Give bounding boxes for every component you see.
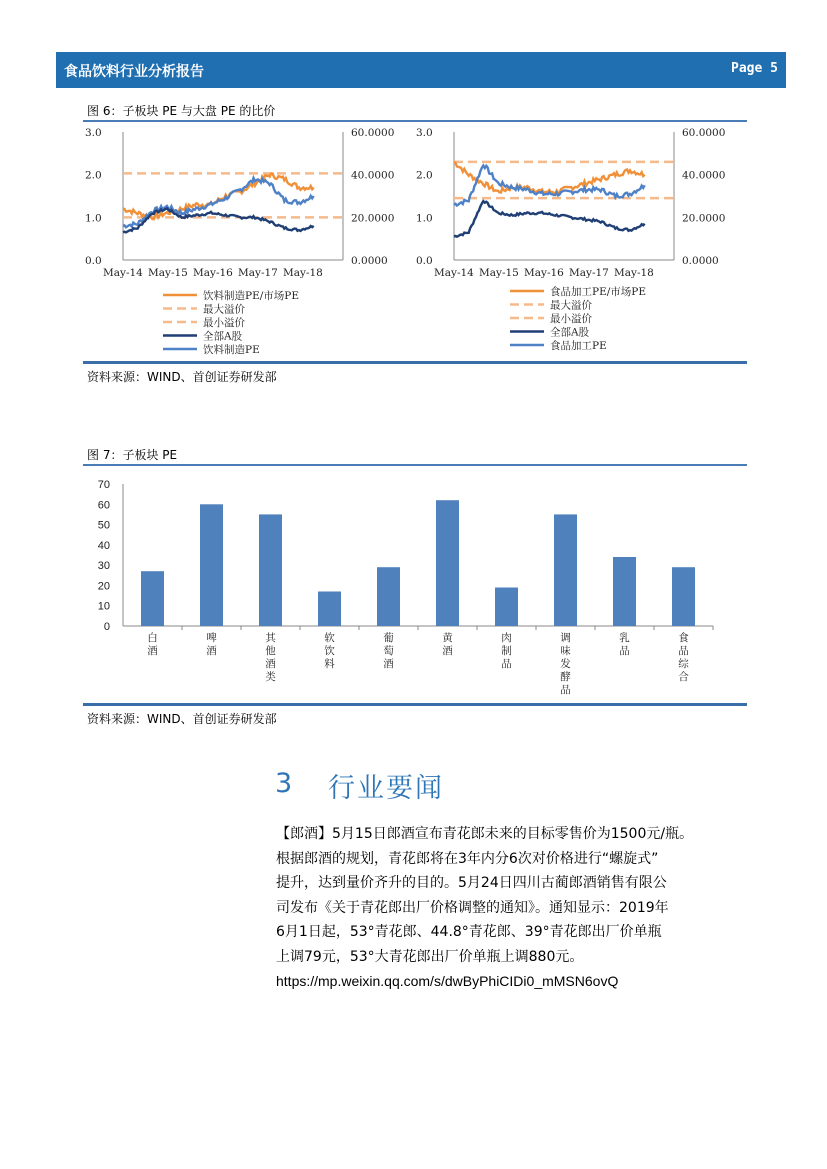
figure6-bottom-rule [83, 361, 747, 364]
report-title: 食品饮料行业分析报告 [64, 64, 204, 80]
figure7-title: 图 7：子板块 PE [87, 448, 178, 462]
right-axis-tick: 0.0000 [682, 255, 719, 267]
bar [495, 588, 518, 627]
right-axis-tick: 40.0000 [682, 169, 726, 182]
x-axis-tick: May-16 [524, 267, 564, 279]
left-axis-tick: 2.0 [85, 169, 102, 182]
bar [259, 514, 282, 626]
news-line: 提升，达到量价齐升的目的。5月24日四川古蔺郎酒销售有限公 [276, 875, 667, 891]
x-axis-tick: May-17 [238, 267, 278, 279]
y-axis-tick: 30 [97, 560, 110, 573]
figure7-bar-chart [83, 468, 747, 704]
bar [141, 571, 164, 626]
category-label: 食品综合 [678, 632, 689, 683]
y-axis-tick: 50 [97, 519, 110, 532]
figure6-left-chart [85, 127, 394, 356]
legend-label: 食品加工PE/市场PE [550, 286, 646, 298]
bar [613, 557, 636, 626]
left-axis-tick: 3.0 [416, 127, 433, 139]
category-label: 乳品 [619, 632, 630, 657]
bar [436, 500, 459, 626]
news-line: 6月1日起，53°青花郎、44.8°青花郎、39°青花郎出厂价单瓶 [276, 924, 662, 940]
bar [672, 567, 695, 626]
section-number: 3 [275, 768, 293, 799]
news-paragraph [276, 822, 796, 994]
right-axis-tick: 60.0000 [682, 127, 726, 139]
bar [554, 514, 577, 626]
y-axis-tick: 70 [97, 479, 110, 491]
legend-label: 最大溢价 [550, 299, 592, 312]
category-label: 肉制品 [501, 632, 512, 670]
figure6-source: 资料来源：WIND、首创证券研发部 [87, 370, 277, 384]
section-title: 行业要闻 [328, 773, 444, 804]
y-axis-tick: 40 [97, 539, 110, 552]
figure7-top-rule [83, 464, 747, 466]
bar [377, 567, 400, 626]
x-axis-tick: May-15 [479, 267, 519, 279]
legend-label: 全部A股 [203, 330, 243, 343]
right-axis-tick: 20.0000 [351, 212, 395, 225]
news-line: 根据郎酒的规划，青花郎将在3年内分6次对价格进行“螺旋式” [276, 850, 659, 867]
left-axis-tick: 1.0 [85, 212, 102, 225]
market-pe-series-line [454, 201, 645, 237]
left-axis-tick: 0.0 [85, 255, 102, 267]
figure6-right-chart [416, 127, 725, 352]
x-axis-tick: May-15 [148, 267, 188, 279]
y-axis-tick: 20 [97, 580, 110, 593]
report-header [56, 52, 786, 88]
legend-label: 最小溢价 [550, 313, 592, 325]
x-axis-tick: May-16 [193, 267, 233, 279]
left-axis-tick: 1.0 [416, 212, 433, 225]
right-axis-tick: 40.0000 [351, 169, 395, 182]
category-label: 黄酒 [442, 632, 453, 657]
news-line: 【郎酒】5月15日郎酒宣布青花郎未来的目标零售价为1500元/瓶。 [276, 826, 694, 842]
figure7-bottom-rule [83, 703, 747, 706]
category-label: 啤酒 [206, 632, 217, 657]
x-axis-tick: May-18 [283, 267, 323, 279]
y-axis-tick: 0 [103, 621, 110, 633]
left-axis-tick: 2.0 [416, 169, 433, 182]
news-link[interactable]: https://mp.weixin.qq.com/s/dwByPhiCIDi0_mMSN6ovQ [276, 973, 619, 989]
x-axis-tick: May-18 [614, 267, 654, 279]
news-line: 上调79元，53°大青花郎出厂价单瓶上调880元。 [276, 948, 584, 965]
right-axis-tick: 60.0000 [351, 127, 395, 139]
category-label: 白酒 [147, 632, 158, 657]
right-axis-tick: 20.0000 [682, 212, 726, 225]
left-axis-tick: 3.0 [85, 127, 102, 139]
legend-label: 饮料制造PE/市场PE [203, 290, 299, 302]
category-label: 葡萄酒 [383, 632, 394, 670]
x-axis-tick: May-17 [569, 267, 609, 279]
legend-label: 饮料制造PE [203, 344, 260, 356]
category-label: 软饮料 [324, 632, 335, 670]
legend-label: 最小溢价 [203, 317, 245, 329]
page-number: Page 5 [731, 61, 778, 76]
x-axis-tick: May-14 [434, 267, 474, 279]
bar [318, 592, 341, 627]
y-axis-tick: 10 [97, 600, 110, 613]
category-label: 其他酒类 [265, 632, 276, 683]
category-label: 调味发酵品 [560, 632, 571, 696]
legend-label: 最大溢价 [203, 303, 245, 316]
legend-label: 全部A股 [550, 326, 590, 339]
y-axis-tick: 60 [97, 499, 110, 512]
left-axis-tick: 0.0 [416, 255, 433, 267]
bar [200, 504, 223, 626]
x-axis-tick: May-14 [103, 267, 143, 279]
right-axis-tick: 0.0000 [351, 255, 388, 267]
figure7-source: 资料来源：WIND、首创证券研发部 [87, 712, 277, 726]
news-line: 司发布《关于青花郎出厂价格调整的通知》。通知显示：2019年 [276, 899, 669, 916]
figure6-charts [83, 122, 747, 362]
figure6-title: 图 6：子板块 PE 与大盘 PE 的比价 [87, 104, 276, 118]
legend-label: 食品加工PE [550, 340, 607, 352]
